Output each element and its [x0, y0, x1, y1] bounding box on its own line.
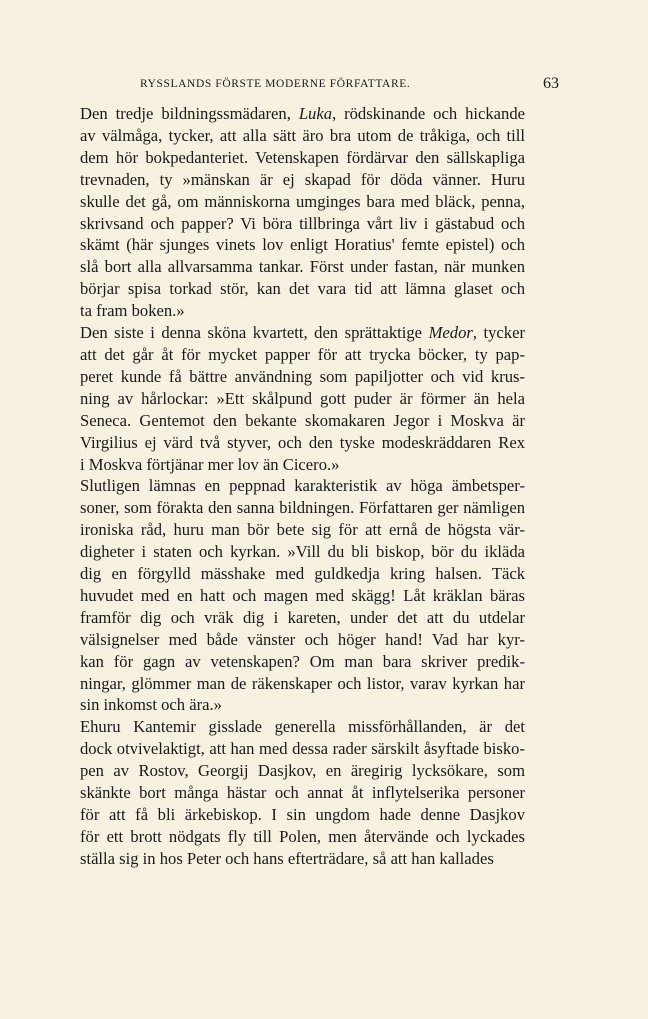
running-head — [80, 75, 565, 97]
text-line: Ehuru Kantemir gisslade generella missförhållanden, är det — [80, 717, 525, 737]
text-line: i Moskva förtjänar mer lov än Cicero.» — [80, 454, 340, 474]
text-line: dock otvivelaktigt, att han med dessa rader särskilt åsyftade bisko- — [80, 739, 525, 759]
running-title: RYSSLANDS FÖRSTE MODERNE FÖRFATTARE. — [140, 78, 411, 90]
paragraph — [80, 475, 525, 716]
text-line: för ett brott nödgats fly till Polen, men återvände och lyckades — [80, 826, 525, 846]
text-line: slå bort alla allvarsamma tankar. Först under fastan, när munken — [80, 257, 525, 277]
text-line: för att få bli ärkebiskop. I sin ungdom hade denne Dasjkov — [80, 805, 525, 824]
text-line: välsignelser med både vänster och höger hand! Vad har kyr- — [80, 629, 525, 649]
paragraph — [80, 322, 525, 475]
text-line: skrivsand och papper? Vi böra tillbringa vårt liv i gästabud och — [80, 213, 525, 233]
text-line: av välmåga, tycker, att alla sätt äro bra utom de tråkiga, och till — [80, 125, 525, 145]
text-line: ta fram boken.» — [80, 301, 185, 321]
text-line: Virgilius ej värd två styver, och den tyske modeskräddaren Rex — [80, 432, 525, 452]
text-line: dem hör bokpedanteriet. Vetenskapen fördärvar den sällskapliga — [80, 147, 525, 167]
page-number: 63 — [543, 75, 559, 92]
text-line: ironiska råd, huru man bör bete sig för att ernå de högsta vär- — [80, 520, 525, 540]
text-line: trevnaden, ty »mänskan är ej skapad för döda vänner. Huru — [80, 169, 525, 189]
text-line: ningar, glömmer man de räkenskaper och listor, varav kyrkan har — [80, 673, 525, 693]
text-line: huvudet med en hatt och magen med skägg! Låt kräklan bäras — [80, 585, 525, 605]
body-text — [80, 103, 525, 870]
text-line: pen av Rostov, Georgij Dasjkov, en äregirig lycksökare, som — [80, 761, 525, 781]
text-line: skämt (här sjunges vinets lov enligt Horatius' femte epistel) och — [80, 235, 525, 255]
text-line: att det går åt för mycket papper för att trycka böcker, ty pap- — [80, 344, 525, 364]
text-line: framför dig och vräk dig i kareten, under det att du utdelar — [80, 607, 525, 627]
text-line: Seneca. Gentemot den bekante skomakaren Jegor i Moskva är — [80, 410, 525, 430]
text-line: ning av hårlockar: »Ett skålpund gott puder är förmer än hela — [80, 388, 525, 408]
text-line: soner, som förakta den sanna bildningen. Författaren ger nämligen — [80, 498, 525, 518]
paragraph — [80, 103, 525, 322]
text-line: kan för gagn av vetenskapen? Om man bara skriver predik- — [80, 651, 525, 671]
paragraph — [80, 716, 525, 869]
text-line: Den tredje bildningssmädaren, Luka, rödskinande och hickande — [80, 104, 525, 123]
text-line: sin inkomst och ära.» — [80, 695, 222, 715]
text-line: peret kunde få bättre användning som papiljotter och vid krus- — [80, 366, 525, 386]
text-line: Slutligen lämnas en peppnad karakteristik av höga ämbetsper- — [80, 476, 525, 496]
text-line: ställa sig in hos Peter och hans efterträdare, så att han kallades — [80, 848, 494, 868]
text-line: skulle det gå, om människorna umginges bara med bläck, penna, — [80, 191, 525, 211]
text-line: Den siste i denna sköna kvartett, den sprättaktige Medor, tycker — [80, 323, 525, 343]
text-line: börjar spisa torkad stör, kan det vara tid att lämna glaset och — [80, 279, 525, 299]
text-line: dig en förgylld mässhake med guldkedja kring halsen. Täck — [80, 564, 525, 584]
text-line: skänkte bort många hästar och annat åt inflytelserika personer — [80, 783, 525, 803]
text-line: digheter i staten och kyrkan. »Vill du bli biskop, bör du ikläda — [80, 542, 525, 562]
